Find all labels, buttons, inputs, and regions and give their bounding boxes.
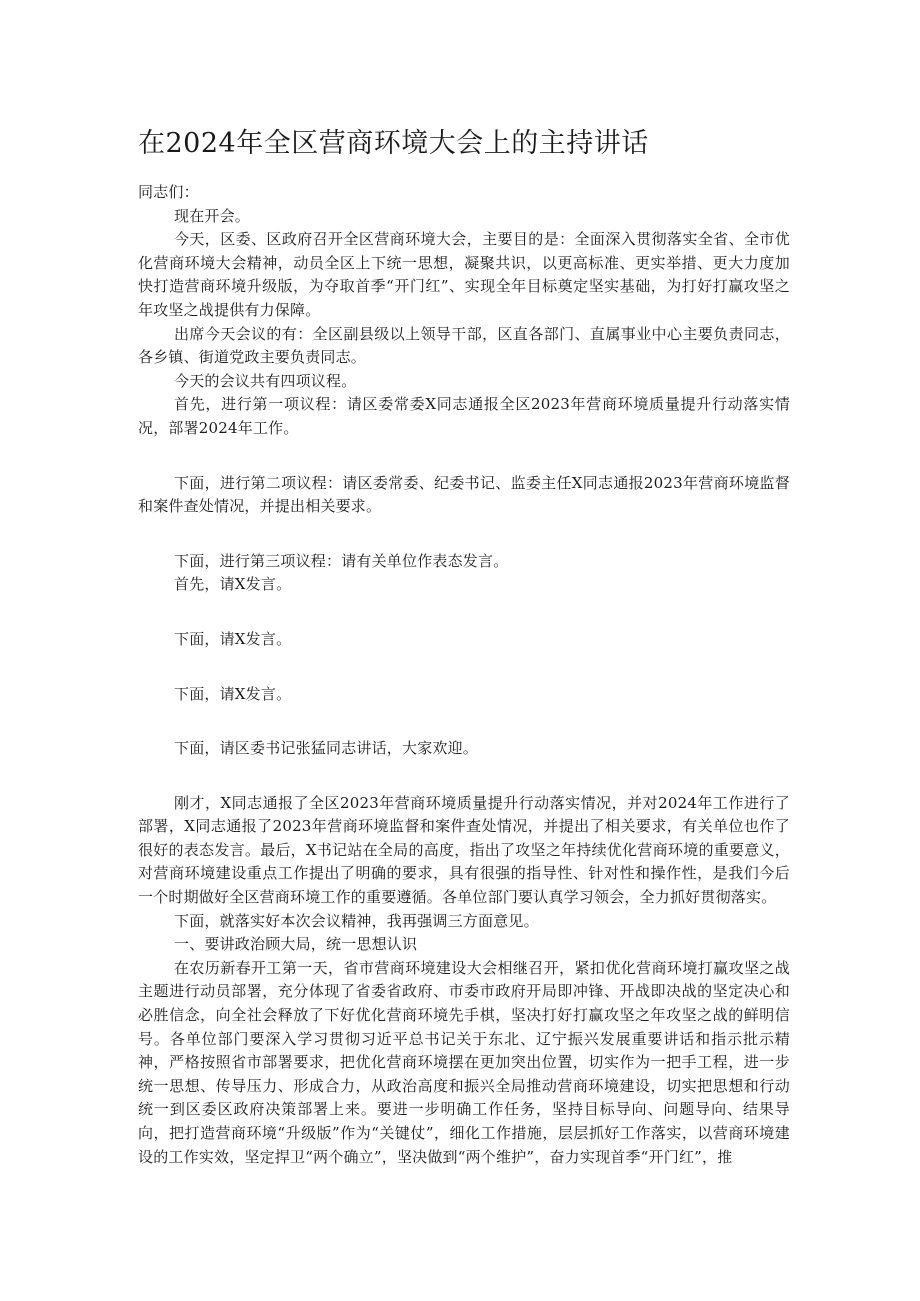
paragraph-three-points: 下面，就落实好本次会议精神，我再强调三方面意见。 [174,911,539,930]
salutation: 同志们： [138,183,199,201]
speaker-secretary: 下面，请区委书记张猛同志讲话，大家欢迎。 [174,739,479,758]
agenda-item-2: 下面，进行第二项议程：请区委常委、纪委书记、监委主任X同志通报2023年营商环境监督和案件查处情况，并提出相关要求。 [138,473,790,516]
document-title: 在2024年全区营商环境大会上的主持讲话 [138,128,649,159]
agenda-item-1: 首先，进行第一项议程：请区委常委X同志通报全区2023年营商环境质量提升行动落实情况，部署2024年工作。 [138,395,790,437]
speaker-3: 下面，请X发言。 [174,684,292,703]
paragraph-summary: 刚才，X同志通报了全区2023年营商环境质量提升行动落实情况，并对2024年工作进行了部署，X同志通报了2023年营商环境监督和案件查处情况，并提出了相关要求，有关单位也作了很好的表态发言。最后，X书记站在全局的高度，指出了攻坚之年持续优化营商环境的重要意义，对营商环境建设重点工作提出了明确的要求，具有很强的指导性、针对性和操作性，是我们今后一个时期做好全区营商环境工作的重要遵循。各单位部门要认真学习领会，全力抓好贯彻落实。 [138,793,790,907]
paragraph-attendees: 出席今天会议的有：全区副县级以上领导干部，区直各部门、直属事业中心主要负责同志，各乡镇、街道党政主要负责同志。 [138,324,790,367]
paragraph-purpose: 今天，区委、区政府召开全区营商环境大会，主要目的是：全面深入贯彻落实全省、全市优化营商环境大会精神，动员全区上下统一思想，凝聚共识，以更高标准、更实举措、更大力度加快打造营商环境升级版，为夺取首季“开门红”、实现全年目标奠定坚实基础，为打好打赢攻坚之年攻坚之战提供有力保障。 [138,230,790,319]
section-heading-1: 一、要讲政治顾大局，统一思想认识 [174,935,418,954]
speaker-2: 下面，请X发言。 [174,629,292,648]
paragraph-agenda-intro: 今天的会议共有四项议程。 [174,371,357,390]
paragraph-opening: 现在开会。 [174,206,251,225]
agenda-item-3: 下面，进行第三项议程：请有关单位作表态发言。 [174,551,509,570]
paragraph-section-1: 在农历新春开工第一天，省市营商环境建设大会相继召开，紧扣优化营商环境打赢攻坚之战主题进行动员部署，充分体现了省委省政府、市委市政府开局即冲锋、开战即决战的坚定决心和必胜信念，向全社会释放了下好优化营商环境先手棋，坚决打好打赢攻坚之年攻坚之战的鲜明信号。各单位部门要深入学习贯彻习近平总书记关于东北、辽宁振兴发展重要讲话和指示批示精神，严格按照省市部署要求，把优化营商环境摆在更加突出位置，切实作为一把手工程，进一步统一思想、传导压力、形成合力，从政治高度和振兴全局推动营商环境建设，切实把思想和行动统一到区委区政府决策部署上来。要进一步明确工作任务，坚持目标导向、问题导向、结果导向，把打造营商环境“升级版”作为“关键仗”，细化工作措施，层层抓好工作落实，以营商环境建设的工作实效，坚定捍卫“两个确立”，坚决做到“两个维护”，奋力实现首季“开门红”，推 [138,958,790,1166]
document-body [138,181,790,1169]
speaker-1: 首先，请X发言。 [174,575,292,594]
